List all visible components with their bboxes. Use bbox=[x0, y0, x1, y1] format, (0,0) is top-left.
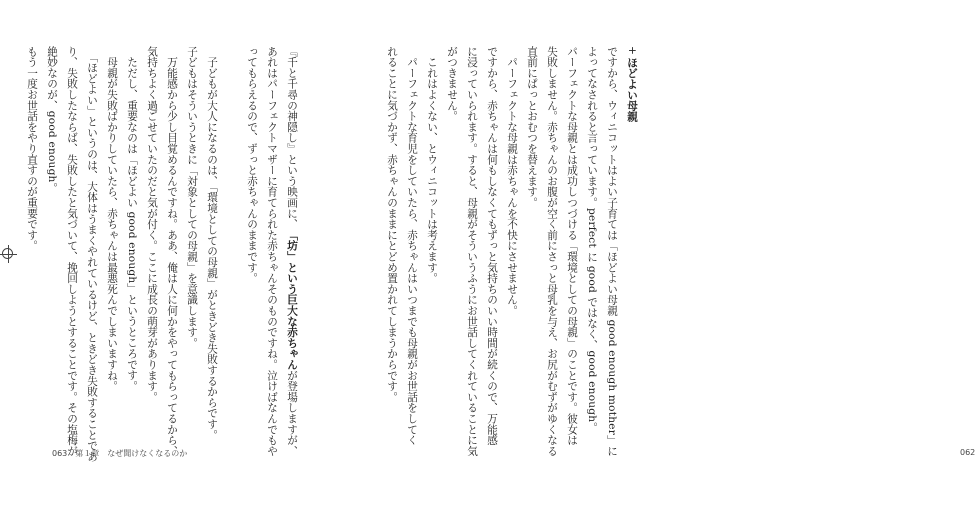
body-line: ですから、ウィニコットはよい子育ては「ほどよい母親 good enough mother」に bbox=[606, 46, 618, 457]
page-number: 063 bbox=[52, 449, 68, 458]
bold-phrase-giant-baby: 「坊」という巨大な赤ちゃん bbox=[286, 229, 298, 371]
body-line: れることに気づかず、赤ちゃんのままにとどめ置かれてしまうからです。 bbox=[386, 46, 398, 403]
body-line: もう一度お世話をやり直すのが重要です。 bbox=[26, 46, 38, 252]
body-line: ですから、赤ちゃんは何もしなくてもずっと気持ちのいい時間が続くので、万能感 bbox=[486, 46, 498, 446]
page-number: 062 bbox=[960, 448, 975, 457]
body-line: パーフェクトな母親とは成功しつづける「環境としての母親」のことです。彼女は bbox=[566, 46, 578, 446]
right-page-footer bbox=[960, 448, 975, 457]
body-line: 子どもが大人になるのは、「環境としての母親」がときどき失敗するからです。 bbox=[206, 46, 218, 441]
registration-mark-icon bbox=[0, 245, 17, 263]
body-line: パーフェクトな母親は赤ちゃんを不快にさせません。 bbox=[506, 46, 518, 316]
body-line: ただし、重要なのは「ほどよい good enough」というところです。 bbox=[126, 46, 138, 392]
left-page-footer bbox=[52, 448, 187, 459]
body-line: り、失敗したならば、失敗したと気づいて、挽回しようとすることです。その塩梅が bbox=[66, 46, 78, 457]
body-line: 母親が失敗ばかりしていたら、赤ちゃんは最悪死んでしまいますね。 bbox=[106, 46, 118, 392]
body-line: がつきません。 bbox=[446, 46, 458, 122]
text-run: 『千と千尋の神隠し』という映画に、 bbox=[286, 46, 298, 230]
running-head-chapter: 第１章 なぜ聞けなくなるのか bbox=[75, 449, 188, 458]
body-line: 子どもはそういうときに「対象としての母親」を意識します。 bbox=[186, 46, 198, 349]
body-line: ってもらえるので、ずっと赤ちゃんのままです。 bbox=[246, 46, 258, 284]
body-line: 「ほどよい」というのは、大体はうまくやれているけど、ときどき失敗することであ bbox=[86, 46, 98, 462]
section-heading bbox=[622, 46, 642, 416]
right-page-body bbox=[382, 46, 642, 457]
body-line: に浸っていられます。すると、母親がそういうふうにお世話してくれていることに気 bbox=[466, 46, 478, 457]
body-line: 絶妙なのが、good enough。 bbox=[46, 46, 58, 194]
body-line: 気持ちよく過ごせていたのだと気が付く。ここに成長の萌芽があります。 bbox=[146, 46, 158, 403]
text-run: が登場しますが、 bbox=[286, 370, 298, 457]
blank-line bbox=[222, 46, 242, 416]
left-page bbox=[0, 0, 340, 506]
body-line: 失敗しません。赤ちゃんのお腹が空く前にさっと母乳を与え、お尻がむずがゆくなる bbox=[546, 46, 558, 457]
right-page bbox=[340, 0, 975, 506]
body-line: パーフェクトな育児をしていたら、赤ちゃんはいつまでも母親がお世話をしてく bbox=[406, 46, 418, 446]
paragraph-spirited-away bbox=[282, 46, 302, 457]
body-line: 直前にぱっとおむつを替えます。 bbox=[526, 46, 538, 208]
body-line: 万能感から少し目覚めるんですね。ああ、俺は人に何かをやってもらってるから、 bbox=[166, 46, 178, 457]
plus-icon: + bbox=[626, 46, 638, 56]
body-line: よってなされると言っています。perfect に good ではなく、good enough。 bbox=[586, 46, 598, 434]
body-line: これはよくない、とウィニコットは考えます。 bbox=[426, 46, 438, 284]
body-line: あれはパーフェクトマザーに育てられた赤ちゃんそのものですね。泣けばなんでもや bbox=[266, 46, 278, 457]
section-heading-text: ほどよい母親 bbox=[626, 57, 638, 122]
